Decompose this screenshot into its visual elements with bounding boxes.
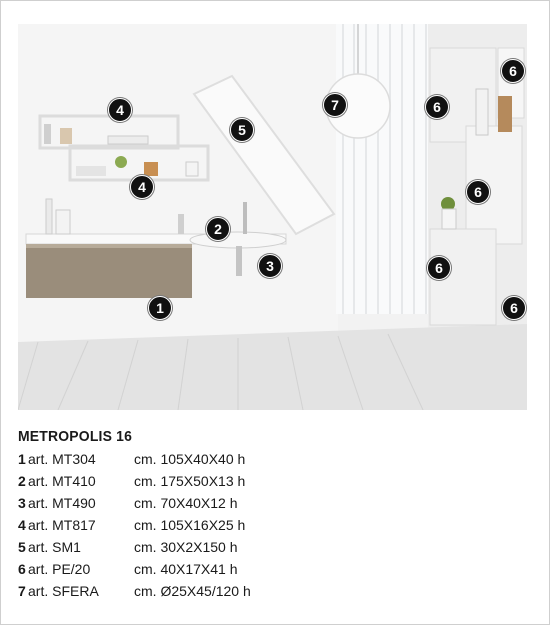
item-article: art. MT410	[28, 473, 96, 489]
item-dimensions: cm. 40X17X41 h	[134, 561, 238, 577]
item-number: 6	[18, 561, 26, 577]
callout-badge-3: 3	[258, 254, 282, 278]
callout-badge-6-middle: 6	[466, 180, 490, 204]
callout-badge-6-bottom-right: 6	[502, 296, 526, 320]
callout-badge-6-top-right: 6	[501, 59, 525, 83]
callout-badge-5: 5	[230, 118, 254, 142]
item-dimensions: cm. Ø25X45/120 h	[134, 583, 251, 599]
item-article: art. SFERA	[28, 583, 99, 599]
item-dimensions: cm. 105X16X25 h	[134, 517, 246, 533]
item-number: 5	[18, 539, 26, 555]
callout-badge-2: 2	[206, 217, 230, 241]
item-number: 1	[18, 451, 26, 467]
item-number: 4	[18, 517, 26, 533]
item-row-7	[18, 580, 498, 602]
item-row-6	[18, 558, 498, 580]
item-row-2	[18, 470, 498, 492]
item-article: art. PE/20	[28, 561, 91, 577]
item-row-1	[18, 448, 498, 470]
item-article: art. SM1	[28, 539, 81, 555]
bathroom-scene	[18, 24, 527, 410]
item-dimensions: cm. 70X40X12 h	[134, 495, 238, 511]
callout-badge-6-lower: 6	[427, 256, 451, 280]
callout-badge-7: 7	[323, 93, 347, 117]
item-number: 7	[18, 583, 26, 599]
item-article: art. MT817	[28, 517, 96, 533]
item-row-4	[18, 514, 498, 536]
callout-badge-6-top: 6	[425, 95, 449, 119]
collection-title: METROPOLIS 16	[18, 428, 133, 445]
callout-badge-4-lower: 4	[130, 175, 154, 199]
item-article: art. MT490	[28, 495, 96, 511]
item-article: art. MT304	[28, 451, 96, 467]
product-photo	[18, 24, 527, 410]
item-number: 2	[18, 473, 26, 489]
item-dimensions: cm. 30X2X150 h	[134, 539, 238, 555]
item-dimensions: cm. 105X40X40 h	[134, 451, 246, 467]
callout-badge-1: 1	[148, 296, 172, 320]
item-row-3	[18, 492, 498, 514]
item-row-5	[18, 536, 498, 558]
product-caption	[18, 428, 498, 602]
item-number: 3	[18, 495, 26, 511]
callout-badge-4-upper: 4	[108, 98, 132, 122]
item-dimensions: cm. 175X50X13 h	[134, 473, 246, 489]
